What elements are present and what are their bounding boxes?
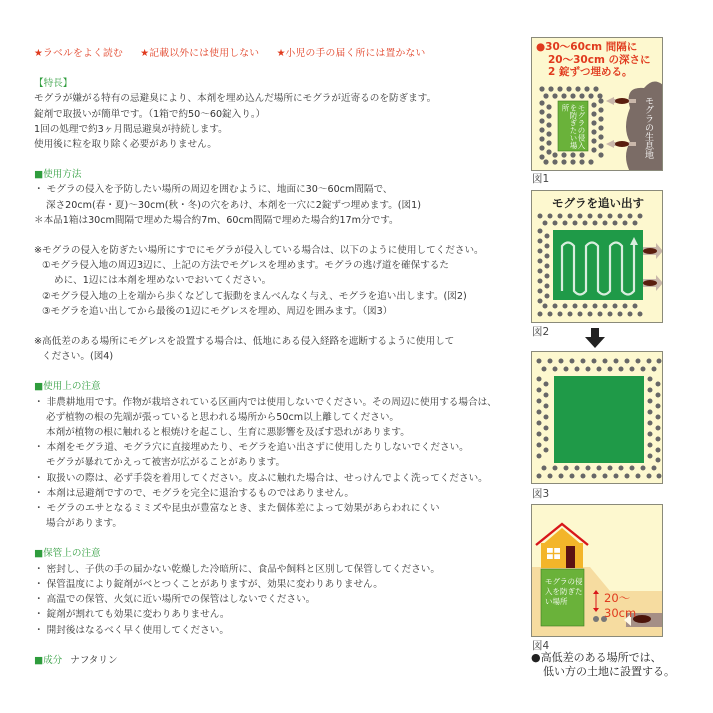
precaution-line: 本剤が植物の根に触れると根焼けを起こし、生育に悪影響を及ぼす恐れがあります。 [46,427,410,439]
figure-4-caption: 図4 [532,640,550,652]
warning-no-other-use: ★記載以外には使用しない [140,48,260,59]
usage-line: ・ モグラの侵入を予防したい場所の周辺を囲むように、地面に30〜60cm間隔で、 [34,184,393,196]
precaution-line: 場合があります。 [46,518,122,530]
usage-line: 深さ20cm(春・夏)〜30cm(秋・冬)の穴をあけ、本剤を一穴に2錠ずつ埋めます。(図1) [46,199,421,211]
features-line: 使用後に粒を取り除く必要がありません。 [34,139,217,151]
usage-step: ③モグラを追い出してから最後の1辺にモグレスを埋め、周辺を囲みます。（図3） [42,305,393,317]
figure-1-habitat-label: モグラの生息地 [643,96,653,159]
instructions-text [34,46,514,668]
precaution-line: ・ 本剤をモグラ道、モグラ穴に直接埋めたり、モグラを追い出さずに使用したりしないでください。 [34,442,469,454]
precaution-line: ・ 非農耕地用です。作物が栽培されている区画内では使用しないでください。その周辺に使用する場合は、 [34,396,497,408]
figure-4-depth-label: 20〜30cm [604,591,637,620]
ingredient-heading: ■成分 [34,654,63,666]
ingredient-value: ナフタリン [70,654,118,666]
ingredient-row [34,653,514,668]
figure-4-note: ●高低差のある場所では、 低い方の土地に設置する。 [531,651,675,678]
storage-line: ・ 保管温度により錠剤がべとつくことがありますが、効果に変わりありません。 [34,578,383,590]
storage-line: ・ 開封後はなるべく早く使用してください。 [34,624,229,636]
precaution-line: ・ モグラのエサとなるミミズや昆虫が豊富なとき、また個体差によって効果があらわれにくい [34,503,440,515]
features-line: 1回の処理で約3ヶ月間忌避臭が持続します。 [34,123,228,135]
figure-3 [531,351,663,484]
usage-line: ＊本品1箱は30cm間隔で埋めた場合約7m、60cm間隔で埋めた場合約17m分です。 [34,214,399,226]
precautions-heading: ■使用上の注意 [34,381,101,393]
figure-3-caption: 図3 [532,488,550,500]
storage-line: ・ 錠剤が割れても効果に変わりありません。 [34,609,230,621]
storage-heading: ■保管上の注意 [34,548,101,560]
storage-line: ・ 高温での保管、火気に近い場所での保管はしないでください。 [34,594,316,606]
usage-note: ※モグラの侵入を防ぎたい場所にすでにモグラが侵入している場合は、以下のように使用してください。 [34,245,484,257]
figure-2 [531,190,663,323]
figure-1 [531,37,663,171]
features-line: 錠剤で取扱いが簡単です。（1箱で約50〜60錠入り。） [34,108,266,120]
usage-step: ①モグラ侵入地の周辺3辺に、上記の方法でモグレスを埋めます。モグラの逃げ道を確保するた [42,260,449,272]
usage-note: ※高低差のある場所にモグレスを設置する場合は、低地にある侵入経路を遮断するように使用して [34,336,455,348]
usage-step: ②モグラ侵入地の上を端から歩くなどして振動をまんべんなく与え、モグラを追い出します。(図2) [42,290,467,302]
figure-1-caption: 図1 [532,173,550,185]
precaution-line: 必ず植物の根の先端が張っていると思われる場所から50cm以上離してください。 [46,411,400,423]
usage-step: めに、1辺には本剤を埋めないでおいてください。 [54,275,272,287]
precaution-line: モグラが暴れてかえって被害が広がることがあります。 [46,457,286,469]
warning-keep-away-children: ★小児の手の届く所には置かない [276,48,426,59]
features-heading: 【特長】 [34,78,73,90]
figure-4 [531,504,663,637]
features-line: モグラが嫌がる特有の忌避臭により、本剤を埋め込んだ場所にモグラが近寄るのを防ぎます。 [34,93,437,105]
precaution-line: ・ 取扱いの際は、必ず手袋を着用してください。皮ふに触れた場合は、せっけんでよく洗ってください。 [34,472,488,484]
warning-line [34,46,514,61]
figure-2-caption: 図2 [532,326,550,338]
figure-2-title: モグラを追い出す [552,196,644,210]
figure-1-note: ●30〜60cm 間隔に 20〜30cm の深さに 2 錠ずつ埋める。 [536,41,651,78]
arrow-down-icon [585,328,605,348]
usage-note: ください。(図4) [42,351,114,363]
warning-read-label: ★ラベルをよく読む [34,48,123,59]
usage-heading: ■使用方法 [34,169,82,181]
figure-4-area-label: モグラの侵入を防ぎたい場所 [545,577,583,606]
figure-2-diagram [532,191,663,323]
storage-line: ・ 密封し、子供の手の届かない乾燥した冷暗所に、食品や飼料と区別して保管してください。 [34,563,440,575]
figure-1-area-label: モグラの侵入を防ぎたい場所 [561,104,586,149]
figure-3-diagram [532,352,663,484]
precaution-line: ・ 本剤は忌避剤ですので、モグラを完全に退治するものではありません。 [34,487,355,499]
